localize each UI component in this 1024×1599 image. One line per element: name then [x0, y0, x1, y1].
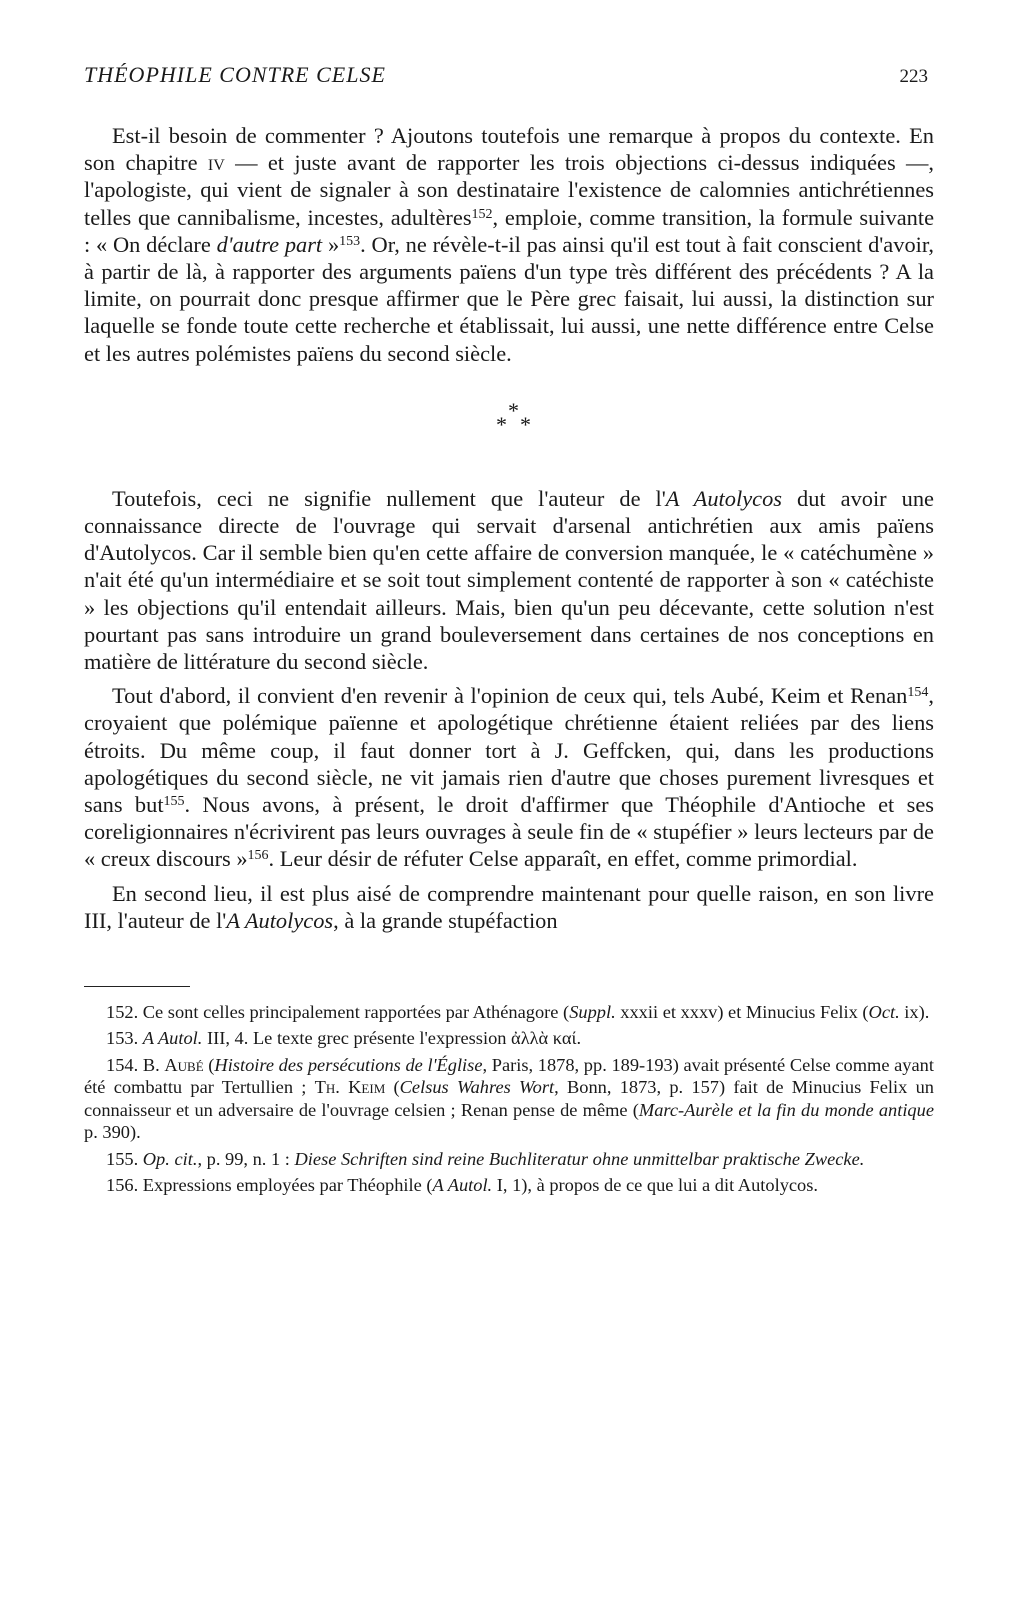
footnote-text: 156. Expressions employées par Théophile ( — [106, 1174, 433, 1195]
footnote-text: , p. 99, n. 1 : — [197, 1148, 295, 1169]
paragraph-3 — [84, 682, 934, 872]
footnote-italic: Suppl. — [569, 1002, 616, 1023]
footnote-italic: Histoire des persécutions de l'Église — [214, 1054, 483, 1075]
asterism-star: * — [520, 411, 531, 437]
footnote-italic: Op. cit. — [142, 1148, 198, 1169]
author-name: Aubé — [164, 1054, 204, 1075]
footnote-text: ix). — [899, 1002, 930, 1023]
asterism-star: * — [508, 397, 519, 423]
footnote-153 — [84, 1027, 934, 1049]
footnote-ref-156[interactable]: 156 — [247, 848, 269, 864]
footnote-155 — [84, 1148, 934, 1170]
footnote-italic: Marc-Aurèle et la fin du monde antique — [638, 1099, 934, 1120]
running-head — [84, 62, 934, 96]
footnotes — [84, 1001, 934, 1196]
footnote-ref-152[interactable]: 152 — [471, 206, 493, 222]
footnote-154 — [84, 1054, 934, 1144]
paragraph-1-text: , emploie, comme transition, la formule suivante : « On déclare — [84, 204, 935, 257]
paragraph-3-text: , croyaient que polémique païenne et apologétique chrétienne étaient reliées par des liens étroits. Du même coup, il faut donner tort à J. Geffcken, qui, dans les productions apologétiques du second siècle, ne vit jamais rien d'autre que choses purement livresques et sans but — [84, 683, 934, 818]
author-name: Th. Keim — [314, 1077, 386, 1098]
footnote-text: III, 4. Le texte grec présente l'expression ἀλλὰ καί. — [202, 1028, 582, 1049]
footnote-italic: Celsus Wahres Wort — [399, 1077, 555, 1098]
footnote-ref-153[interactable]: 153 — [339, 233, 361, 249]
book-page — [84, 62, 934, 1200]
footnote-text: p. 390). — [84, 1122, 141, 1143]
paragraph-1 — [84, 122, 934, 367]
footnote-ref-155[interactable]: 155 — [163, 794, 185, 810]
paragraph-3-text: . Nous avons, à présent, le droit d'affirmer que Théophile d'Antioche et ses coreligionnaires n'écrivirent pas leurs ouvrages à seule fin de « stupéfier » leurs lecteurs par de « creux discours » — [84, 792, 934, 872]
paragraph-3-text: . Leur désir de réfuter Celse apparaît, en effet, comme primordial. — [268, 846, 858, 872]
running-title: THÉOPHILE CONTRE CELSE — [84, 62, 386, 87]
footnote-text: I, 1), à propos de ce que lui a dit Autolycos. — [492, 1174, 819, 1195]
footnote-italic: Diese Schriften sind reine Buchliteratur ohne unmittelbar praktische Zwecke. — [294, 1148, 865, 1169]
footnote-156 — [84, 1174, 934, 1196]
footnote-text: xxxii et xxxv) et Minucius Felix ( — [615, 1002, 869, 1023]
paragraph-1-text: Est-il besoin de commenter ? Ajoutons toutefois une remarque à propos du contexte. En son chapitre — [84, 123, 934, 176]
work-title: A Autolycos — [226, 907, 334, 933]
footnote-ref-154[interactable]: 154 — [907, 685, 929, 701]
paragraph-1-text: » — [322, 231, 340, 257]
paragraph-2-text: dut avoir une connaissance directe de l'ouvrage qui servait d'arsenal antichrétien aux amis païens d'Autolycos. Car il semble bien qu'en cette affaire de conversion manquée, le « catéchumène » n'ait été qu'un intermédiaire et se soit tout simplement contenté de rapporter à son « catéchiste » les objections qu'il entendait ailleurs. Mais, bien qu'un peu décevante, cette solution n'est pourtant pas sans introduire un grand bouleversement dans certaines de nos conceptions en matière de littérature du second siècle. — [84, 485, 934, 675]
quoted-phrase: d'autre part — [216, 231, 323, 257]
roman-numeral: iv — [207, 150, 225, 176]
paragraph-2-text: Toutefois, ceci ne signifie nullement que l'auteur de l' — [112, 485, 666, 511]
footnote-text: 152. Ce sont celles principalement rapportées par Athénagore ( — [106, 1002, 570, 1023]
footnote-text: 154. B. — [106, 1054, 165, 1075]
footnote-text: 155. — [106, 1148, 143, 1169]
paragraph-1-text: — et juste avant de rapporter les trois objections ci-dessus indiquées —, l'apologiste, qui vient de signaler à son destinataire l'existence de calomnies antichrétiennes telles que cannibalisme, incestes, adultères — [84, 150, 935, 230]
paragraph-2 — [84, 485, 934, 675]
page-number: 223 — [899, 66, 928, 87]
footnote-text: , Paris, 1878, pp. 189-193) avait présenté Celse comme ayant été combattu par Tertullien ; — [84, 1054, 934, 1098]
footnote-152 — [84, 1001, 934, 1023]
footnote-text: ( — [385, 1077, 400, 1098]
paragraph-4-text: En second lieu, il est plus aisé de comprendre maintenant pour quelle raison, en son livre III, l'auteur de l' — [84, 880, 934, 933]
paragraph-4 — [84, 880, 934, 934]
main-text — [84, 122, 934, 934]
footnote-italic: Oct. — [868, 1002, 900, 1023]
paragraph-3-text: Tout d'abord, il convient d'en revenir à l'opinion de ceux qui, tels Aubé, Keim et Renan — [112, 683, 908, 709]
footnote-text: 153. — [106, 1028, 143, 1049]
footnote-divider — [84, 986, 190, 987]
section-asterism — [486, 397, 546, 453]
paragraph-4-text: , à la grande stupéfaction — [333, 907, 558, 933]
work-title: A Autolycos — [665, 485, 782, 511]
asterism-star: * — [496, 411, 507, 437]
paragraph-1-text: . Or, ne révèle-t-il pas ainsi qu'il est tout à fait conscient d'avoir, à partir de là, à rapporter des arguments païens d'un type très différent des précédents ? A la limite, on pourrait donc presque affirmer que le Père grec faisait, lui aussi, la distinction sur laquelle se fonde toute cette recherche et établissait, lui aussi, une nette différence entre Celse et les autres polémistes païens du second siècle. — [84, 231, 935, 366]
footnote-text: , Bonn, 1873, p. 157) fait de Minucius Felix un connaisseur et un adversaire de l'ouvrage celsien ; Renan pense de même ( — [84, 1077, 934, 1120]
footnote-italic: A Autol. — [432, 1174, 493, 1195]
footnote-italic: A Autol. — [142, 1028, 203, 1049]
footnote-text: ( — [203, 1054, 215, 1075]
